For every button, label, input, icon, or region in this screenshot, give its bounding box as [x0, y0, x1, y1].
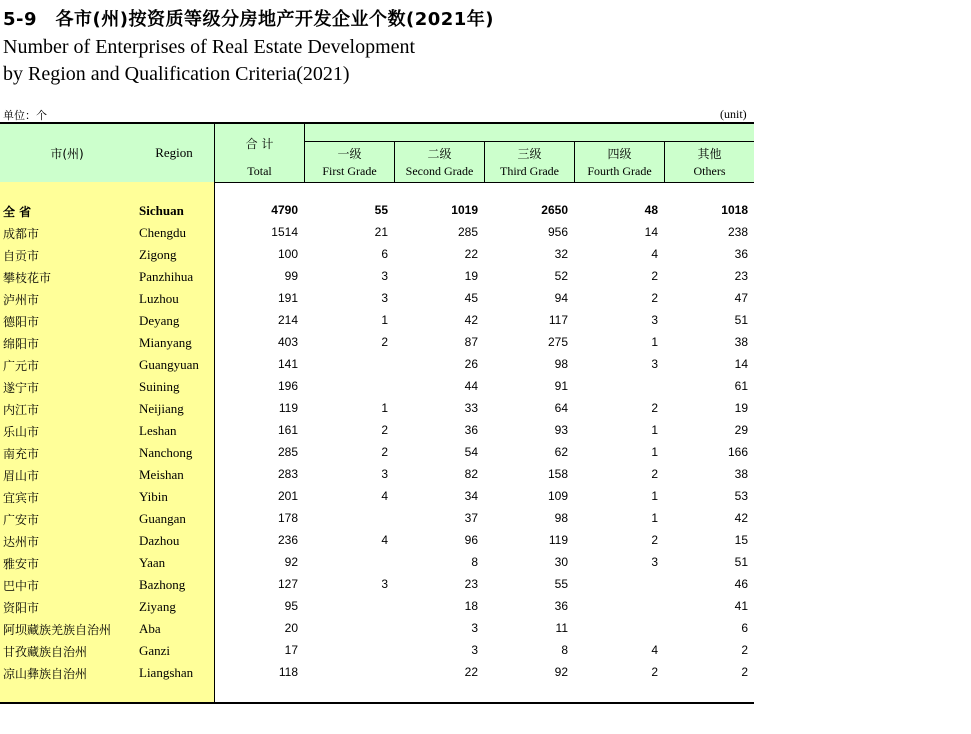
region-name-cn: 自贡市 [3, 249, 40, 263]
cell-grade1: 6 [381, 247, 388, 261]
cell-grade2: 1019 [451, 203, 478, 217]
region-name-en: Panzhihua [139, 269, 194, 284]
header-grade2-en: Second Grade [405, 164, 474, 178]
cell-grade3: 8 [561, 643, 568, 657]
cell-total: 17 [284, 643, 298, 657]
cell-grade3: 119 [548, 533, 568, 547]
cell-grade1: 2 [381, 423, 388, 437]
cell-grade2: 19 [464, 269, 478, 283]
cell-grade4: 1 [651, 445, 658, 459]
cell-grade4: 1 [651, 511, 658, 525]
cell-total: 285 [277, 445, 298, 459]
cell-grade2: 36 [464, 423, 478, 437]
table-row [0, 464, 754, 486]
cell-grade1: 1 [381, 401, 388, 415]
region-name-en: Luzhou [139, 291, 179, 306]
cell-grade3: 94 [554, 291, 568, 305]
cell-grade4: 2 [651, 291, 658, 305]
cell-others: 23 [734, 269, 748, 283]
cell-others: 51 [734, 313, 748, 327]
cell-others: 15 [734, 533, 748, 547]
cell-grade3: 2650 [541, 203, 568, 217]
cell-others: 61 [734, 379, 748, 393]
table-row [0, 574, 754, 596]
region-name-cn: 资阳市 [3, 601, 40, 615]
header-grade3-en: Third Grade [500, 164, 559, 178]
region-name-en: Mianyang [139, 335, 192, 350]
cell-grade4: 2 [651, 665, 658, 679]
cell-grade1: 55 [374, 203, 388, 217]
cell-grade2: 8 [471, 555, 478, 569]
table-row [0, 486, 754, 508]
table-row [0, 508, 754, 530]
table-row [0, 662, 754, 684]
region-name-cn: 阿坝藏族羌族自治州 [3, 623, 112, 637]
cell-grade3: 117 [548, 313, 568, 327]
region-name-en: Zigong [139, 247, 177, 262]
cell-total: 118 [278, 665, 298, 679]
cell-grade2: 33 [464, 401, 478, 415]
cell-grade3: 158 [547, 467, 568, 481]
cell-total: 100 [277, 247, 298, 261]
cell-total: 4790 [271, 203, 298, 217]
table-row [0, 354, 754, 376]
region-name-cn: 遂宁市 [3, 381, 40, 395]
region-name-en: Yaan [139, 555, 166, 570]
cell-grade4: 1 [651, 489, 658, 503]
header-city-cn: 市(州) [50, 147, 84, 161]
cell-grade2: 44 [464, 379, 478, 393]
cell-others: 41 [734, 599, 748, 613]
cell-others: 38 [734, 335, 748, 349]
header-grade-line [304, 141, 754, 142]
cell-total: 191 [277, 291, 298, 305]
region-name-cn: 眉山市 [3, 469, 40, 483]
region-name-en: Bazhong [139, 577, 186, 592]
cell-grade1: 2 [381, 335, 388, 349]
header-total-cn: 合 计 [245, 137, 274, 151]
cell-grade4: 3 [651, 313, 658, 327]
table-row [0, 266, 754, 288]
cell-others: 46 [734, 577, 748, 591]
cell-grade2: 87 [464, 335, 478, 349]
cell-grade4: 14 [644, 225, 658, 239]
cell-grade1: 3 [381, 577, 388, 591]
cell-grade3: 275 [547, 335, 568, 349]
region-name-en: Meishan [139, 467, 184, 482]
cell-grade4: 3 [651, 357, 658, 371]
cell-grade3: 93 [554, 423, 568, 437]
cell-grade3: 64 [554, 401, 568, 415]
table-row [0, 222, 754, 244]
cell-total: 283 [277, 467, 298, 481]
cell-others: 6 [741, 621, 748, 635]
region-name-cn: 成都市 [3, 227, 40, 241]
cell-total: 236 [277, 533, 298, 547]
cell-grade1: 3 [381, 291, 388, 305]
region-name-cn: 凉山彝族自治州 [3, 667, 88, 681]
header-grade1-en: First Grade [322, 164, 377, 178]
region-name-en: Leshan [139, 423, 177, 438]
cell-grade2: 26 [464, 357, 478, 371]
table-row [0, 332, 754, 354]
cell-grade3: 52 [554, 269, 568, 283]
cell-total: 20 [284, 621, 298, 635]
cell-total: 403 [277, 335, 298, 349]
header-grade1-cn: 一级 [337, 147, 362, 161]
cell-grade3: 91 [554, 379, 568, 393]
cell-others: 19 [734, 401, 748, 415]
cell-grade2: 18 [464, 599, 478, 613]
cell-total: 1514 [271, 225, 298, 239]
cell-total: 99 [284, 269, 298, 283]
cell-grade4: 4 [651, 247, 658, 261]
cell-grade3: 36 [554, 599, 568, 613]
cell-others: 53 [734, 489, 748, 503]
cell-grade3: 11 [555, 621, 568, 635]
region-name-cn: 绵阳市 [3, 337, 40, 351]
region-name-en: Yibin [139, 489, 168, 504]
cell-others: 238 [727, 225, 748, 239]
table-row [0, 288, 754, 310]
cell-grade2: 22 [464, 247, 478, 261]
cell-others: 29 [734, 423, 748, 437]
cell-total: 161 [277, 423, 298, 437]
cell-total: 196 [277, 379, 298, 393]
cell-grade2: 96 [464, 533, 478, 547]
cell-grade3: 98 [554, 511, 568, 525]
cell-grade1: 21 [374, 225, 388, 239]
header-total-en: Total [247, 164, 272, 178]
table-row [0, 596, 754, 618]
table-row [0, 420, 754, 442]
cell-grade3: 55 [554, 577, 568, 591]
cell-grade4: 2 [651, 401, 658, 415]
cell-grade1: 4 [381, 489, 388, 503]
table-row [0, 376, 754, 398]
table-row [0, 244, 754, 266]
region-name-en: Ziyang [139, 599, 176, 614]
cell-grade2: 54 [464, 445, 478, 459]
cell-grade3: 109 [547, 489, 568, 503]
unit-label-cn: 单位：个 [3, 109, 47, 122]
cell-total: 95 [284, 599, 298, 613]
cell-grade2: 45 [464, 291, 478, 305]
region-name-cn: 德阳市 [3, 315, 40, 329]
cell-grade3: 956 [547, 225, 568, 239]
page-title-en-line1: Number of Enterprises of Real Estate Development [3, 36, 416, 58]
cell-total: 214 [277, 313, 298, 327]
header-grade4-cn: 四级 [607, 147, 632, 161]
cell-grade4: 2 [651, 269, 658, 283]
cell-grade4: 2 [651, 533, 658, 547]
cell-grade2: 37 [464, 511, 478, 525]
cell-others: 36 [734, 247, 748, 261]
cell-total: 127 [277, 577, 298, 591]
region-name-en: Liangshan [139, 665, 194, 680]
header-region-en: Region [155, 145, 193, 160]
cell-grade3: 30 [554, 555, 568, 569]
cell-others: 1018 [721, 203, 748, 217]
cell-grade4: 1 [651, 423, 658, 437]
cell-others: 14 [734, 357, 748, 371]
table-row [0, 200, 754, 222]
region-name-cn: 广安市 [3, 513, 40, 527]
cell-grade2: 23 [464, 577, 478, 591]
region-name-en: Suining [139, 379, 180, 394]
cell-total: 201 [277, 489, 298, 503]
region-name-en: Deyang [139, 313, 180, 328]
cell-others: 2 [741, 643, 748, 657]
cell-grade2: 3 [471, 643, 478, 657]
cell-grade1: 3 [381, 269, 388, 283]
header-grade4-en: Fourth Grade [587, 164, 652, 178]
unit-label-en: (unit) [720, 107, 747, 121]
cell-grade4: 4 [651, 643, 658, 657]
region-name-cn: 内江市 [3, 403, 40, 417]
table-header [0, 124, 754, 183]
cell-total: 92 [284, 555, 298, 569]
cell-grade1: 4 [381, 533, 388, 547]
table-row [0, 552, 754, 574]
cell-grade4: 48 [644, 203, 658, 217]
cell-others: 166 [727, 445, 748, 459]
table-row [0, 442, 754, 464]
region-name-cn: 雅安市 [3, 557, 40, 571]
region-name-en: Sichuan [139, 203, 184, 218]
cell-others: 38 [734, 467, 748, 481]
region-name-cn: 甘孜藏族自治州 [3, 645, 88, 659]
cell-grade3: 98 [554, 357, 568, 371]
data-table [0, 122, 754, 704]
cell-grade2: 22 [464, 665, 478, 679]
region-name-en: Nanchong [139, 445, 193, 460]
cell-others: 51 [734, 555, 748, 569]
region-name-en: Aba [139, 621, 161, 636]
region-name-en: Chengdu [139, 225, 186, 240]
cell-grade1: 1 [381, 313, 388, 327]
cell-grade2: 285 [457, 225, 478, 239]
table-row [0, 310, 754, 332]
cell-others: 2 [741, 665, 748, 679]
table-row [0, 640, 754, 662]
header-others-cn: 其他 [697, 147, 722, 161]
cell-grade2: 3 [471, 621, 478, 635]
page-title-en-line2: by Region and Qualification Criteria(2021) [3, 63, 350, 85]
header-others-en: Others [693, 164, 726, 178]
cell-grade4: 2 [651, 467, 658, 481]
cell-total: 141 [277, 357, 298, 371]
region-name-en: Guangyuan [139, 357, 199, 372]
cell-others: 47 [734, 291, 748, 305]
cell-grade2: 42 [464, 313, 478, 327]
region-name-en: Dazhou [139, 533, 180, 548]
cell-grade1: 2 [381, 445, 388, 459]
table-row [0, 618, 754, 640]
cell-grade2: 34 [464, 489, 478, 503]
table-row [0, 398, 754, 420]
cell-others: 42 [734, 511, 748, 525]
cell-grade4: 3 [651, 555, 658, 569]
cell-grade2: 82 [464, 467, 478, 481]
region-name-cn: 全 省 [3, 205, 32, 219]
region-name-cn: 乐山市 [3, 425, 40, 439]
region-name-cn: 巴中市 [3, 579, 40, 593]
cell-grade3: 32 [554, 247, 568, 261]
table-row [0, 530, 754, 552]
cell-grade3: 62 [554, 445, 568, 459]
region-name-en: Ganzi [139, 643, 171, 658]
region-name-cn: 宜宾市 [3, 491, 40, 505]
region-name-en: Guangan [139, 511, 186, 526]
header-grade3-cn: 三级 [517, 147, 542, 161]
region-name-cn: 泸州市 [3, 293, 40, 307]
cell-grade3: 92 [554, 665, 568, 679]
header-grade2-cn: 二级 [427, 147, 452, 161]
region-name-en: Neijiang [139, 401, 184, 416]
cell-total: 178 [277, 511, 298, 525]
cell-grade4: 1 [651, 335, 658, 349]
cell-total: 119 [278, 401, 298, 415]
region-name-cn: 达州市 [3, 535, 40, 549]
region-name-cn: 南充市 [3, 447, 40, 461]
page-title-cn: 5-9 各市(州)按资质等级分房地产开发企业个数(2021年) [3, 9, 495, 30]
region-name-cn: 攀枝花市 [3, 271, 52, 285]
region-name-cn: 广元市 [3, 359, 40, 373]
cell-grade1: 3 [381, 467, 388, 481]
